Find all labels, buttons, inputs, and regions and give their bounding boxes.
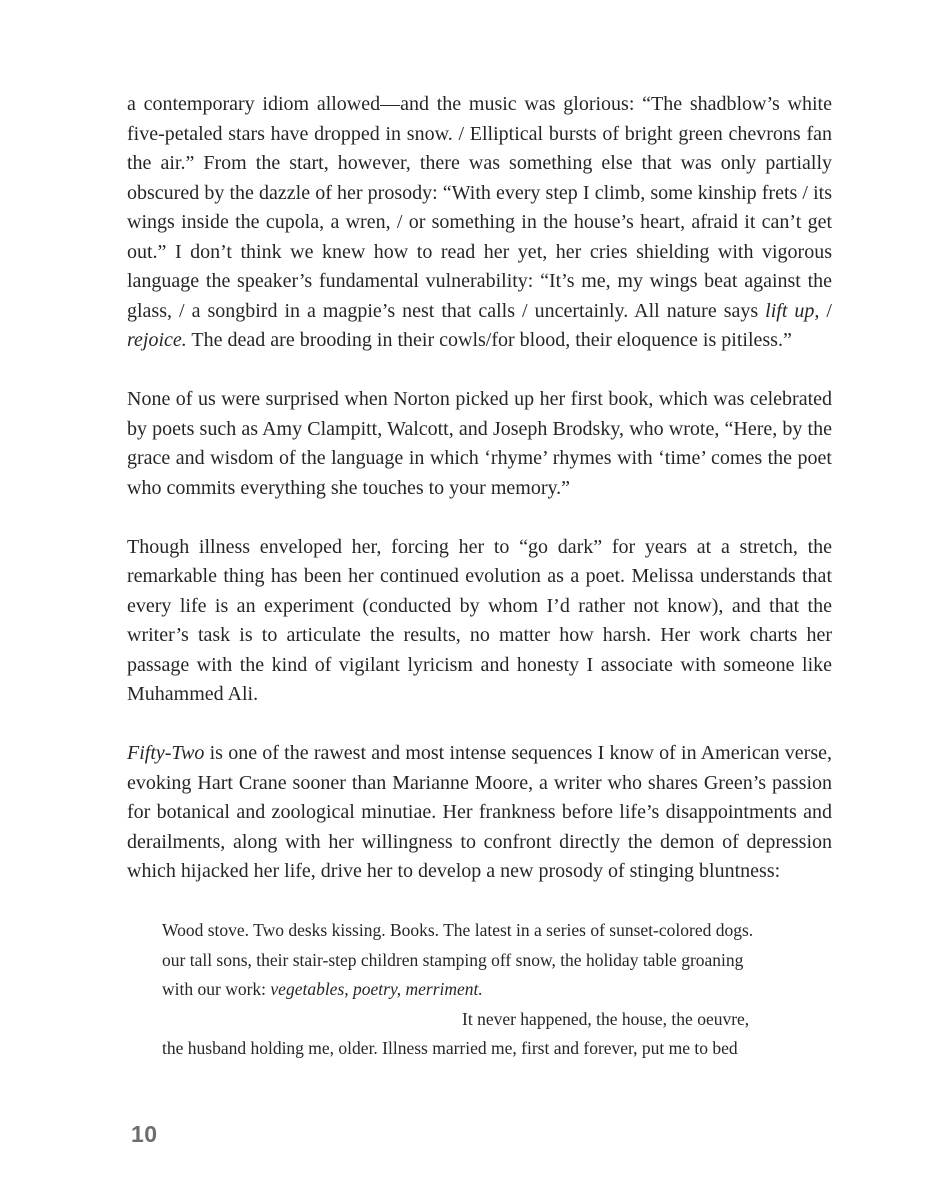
paragraph: a contemporary idiom allowed—and the music was glorious: “The shadblow’s white five-petaled stars have dropped in snow. / Elliptical bursts of bright green chevrons fan the air.” From the start, however, there was something else that was only partially obscured by the dazzle of her prosody: “With every step I climb, some kinship frets / its wings inside the cupola, a wren, / or something in the house’s heart, afraid it can’t get out.” I don’t think we knew how to read her yet, her cries shielding with vigorous language the speaker’s fundamental vulnerability: “It’s me, my wings beat against the glass, / a songbird in a magpie’s nest that calls / uncertainly. All nature says lift up, / rejoice. The dead are brooding in their cowls/for blood, their eloquence is pitiless.”	[127, 93, 832, 351]
page-body-text	[127, 90, 832, 1064]
quote-line: with our work: vegetables, poetry, merriment.	[162, 979, 483, 999]
paragraph: Though illness enveloped her, forcing her to “go dark” for years at a stretch, the remarkable thing has been her continued evolution as a poet. Melissa understands that every life is an experiment (conducted by whom I’d rather not know), and that the writer’s task is to articulate the results, no matter how harsh. Her work charts her passage with the kind of vigilant lyricism and honesty I associate with someone like Muhammed Ali.	[127, 535, 832, 705]
quote-line: the husband holding me, older. Illness married me, first and forever, put me to bed	[162, 1038, 738, 1058]
paragraph: None of us were surprised when Norton picked up her first book, which was celebrated by poets such as Amy Clampitt, Walcott, and Joseph Brodsky, who wrote, “Here, by the grace and wisdom of the language in which ‘rhyme’ rhymes with ‘time’ comes the poet who commits everything she touches to your memory.”	[127, 388, 832, 499]
paragraph: Fifty-Two is one of the rawest and most intense sequences I know of in American verse, evoking Hart Crane sooner than Marianne Moore, a writer who shares Green’s passion for botanical and zoological minutiae. Her frankness before life’s disappointments and derailments, along with her willingness to confront directly the demon of depression which hijacked her life, drive her to develop a new prosody of stinging bluntness:	[127, 742, 832, 882]
page-number: 10	[131, 1121, 158, 1147]
quote-line: Wood stove. Two desks kissing. Books. The latest in a series of sunset-colored dogs.	[162, 920, 754, 940]
poem-blockquote	[162, 916, 832, 1064]
quote-line-indented: It never happened, the house, the oeuvre,	[462, 1008, 750, 1029]
quote-line: our tall sons, their stair-step children stamping off snow, the holiday table groaning	[162, 949, 744, 970]
